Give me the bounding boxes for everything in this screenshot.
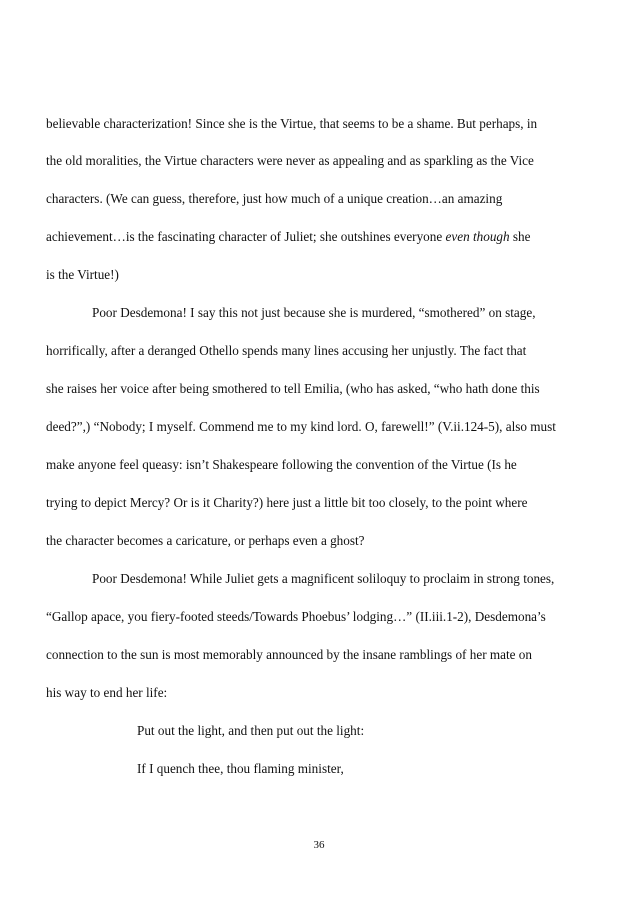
emphasized-text: even though <box>445 229 510 244</box>
text-line: is the Virtue!) <box>46 267 119 282</box>
text-line <box>46 229 531 245</box>
page-number: 36 <box>313 839 325 851</box>
text-line: the old moralities, the Virtue characters were never as appealing and as sparkling as the Vice <box>46 153 534 168</box>
text-line: trying to depict Mercy? Or is it Charity?) here just a little bit too closely, to the point where <box>46 495 528 510</box>
verse-quote-line: Put out the light, and then put out the light: <box>137 723 365 738</box>
text-line: “Gallop apace, you fiery-footed steeds/Towards Phoebus’ lodging…” (II.iii.1-2), Desdemona’s <box>46 609 546 624</box>
text-line: believable characterization! Since she is the Virtue, that seems to be a shame. But perhaps, in <box>46 116 538 131</box>
text-line: his way to end her life: <box>46 685 168 700</box>
text-segment: she <box>509 229 531 244</box>
verse-quote-line: If I quench thee, thou flaming minister, <box>137 761 344 776</box>
text-line: connection to the sun is most memorably announced by the insane ramblings of her mate on <box>46 647 532 662</box>
text-line: she raises her voice after being smothered to tell Emilia, (who has asked, “who hath done this <box>46 381 540 396</box>
text-line: deed?”,) “Nobody; I myself. Commend me to my kind lord. O, farewell!” (V.ii.124-5), also must <box>46 419 556 434</box>
paragraph-start-line: Poor Desdemona! While Juliet gets a magnificent soliloquy to proclaim in strong tones, <box>92 571 555 586</box>
text-line: make anyone feel queasy: isn’t Shakespeare following the convention of the Virtue (Is he <box>46 457 517 472</box>
text-segment: achievement…is the fascinating character of Juliet; she outshines everyone <box>46 229 446 244</box>
text-line: the character becomes a caricature, or perhaps even a ghost? <box>46 533 365 548</box>
paragraph-start-line: Poor Desdemona! I say this not just because she is murdered, “smothered” on stage, <box>92 305 536 320</box>
text-line: characters. (We can guess, therefore, just how much of a unique creation…an amazing <box>46 191 503 206</box>
text-line: horrifically, after a deranged Othello spends many lines accusing her unjustly. The fact that <box>46 343 527 358</box>
